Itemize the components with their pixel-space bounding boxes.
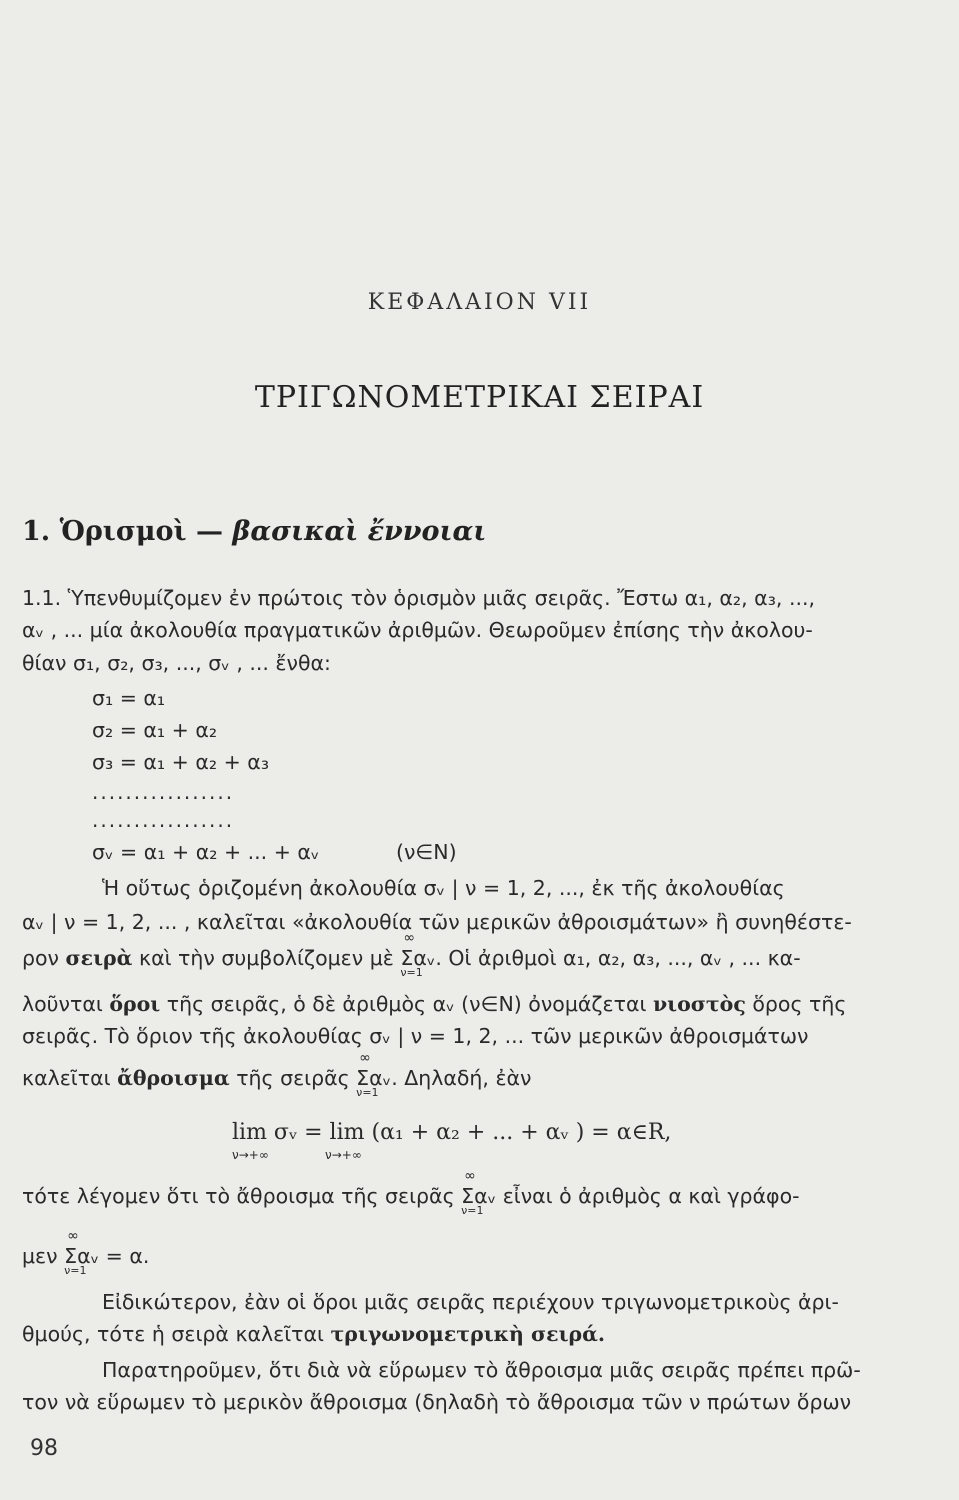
para3-line-1-a: τότε λέγομεν ὅτι τὸ ἄθροισμα τῆς σειρᾶς xyxy=(22,1184,455,1208)
para5-line-1: Παρατηροῦμεν, ὅτι διὰ νὰ εὕρωμεν τὸ ἄθροισμα μιᾶς σειρᾶς πρέπει πρῶ- xyxy=(102,1358,861,1382)
sum-lower-limit: ν=1 xyxy=(64,1264,87,1277)
sum-upper-limit: ∞ xyxy=(67,1228,79,1244)
sum-symbol xyxy=(400,930,423,979)
sum-symbol-2 xyxy=(356,1050,379,1099)
para3-line-2-b: = α. xyxy=(105,1244,150,1268)
term-seira-bold: σειρὰ xyxy=(65,946,133,970)
section-title-italic: βασικαὶ ἔννοιαι xyxy=(232,516,487,547)
text-line-3: θίαν σ₁, σ₂, σ₃, ..., σᵥ , ... ἔνθα: xyxy=(22,651,331,675)
equation-sigma-3: σ₃ = α₁ + α₂ + α₃ xyxy=(92,750,270,774)
dots-row-2: ................. xyxy=(92,808,235,832)
para2-line-6-b: τῆς σειρᾶς xyxy=(236,1066,350,1090)
section-number: 1. xyxy=(22,516,51,547)
text-line-2: αᵥ , ... μία ἀκολουθία πραγματικῶν ἀριθμῶν. Θεωροῦμεν ἐπίσης τὴν ἀκολου- xyxy=(22,618,813,642)
term-niostos-bold: νιοστὸς xyxy=(652,992,746,1016)
dots-row-1: ................. xyxy=(92,780,235,804)
sum-sign: Σ xyxy=(356,1066,370,1090)
para4-line-2-a: θμούς, τότε ἡ σειρὰ καλεῖται xyxy=(22,1322,324,1346)
para3-line-1 xyxy=(22,1168,800,1217)
sum-sign: Σ xyxy=(400,946,414,970)
sum-term: αᵥ xyxy=(369,1066,392,1090)
sum-lower-limit: ν=1 xyxy=(400,966,423,979)
para2-line-3-c: . Οἱ ἀριθμοὶ α₁, α₂, α₃, ..., αᵥ , ... κα- xyxy=(435,946,801,970)
sum-upper-limit: ∞ xyxy=(359,1050,371,1066)
sum-symbol-3 xyxy=(461,1168,484,1217)
para2-line-3 xyxy=(22,930,801,979)
para4-line-1: Εἰδικώτερον, ἐὰν οἱ ὅροι μιᾶς σειρᾶς περιέχουν τριγωνομετρικοὺς ἀρι- xyxy=(102,1290,839,1314)
para2-line-3-b: καὶ τὴν συμβολίζομεν μὲ xyxy=(138,946,394,970)
term-athroisma-bold: ἄθροισμα xyxy=(117,1066,230,1090)
para3-line-2-a: μεν xyxy=(22,1244,58,1268)
para5-line-2: τον νὰ εὕρωμεν τὸ μερικὸν ἄθροισμα (δηλαδὴ τὸ ἄθροισμα τῶν ν πρώτων ὅρων xyxy=(22,1390,852,1414)
para2-line-6-a: καλεῖται xyxy=(22,1066,111,1090)
sum-sign: Σ xyxy=(64,1244,78,1268)
section-heading xyxy=(22,516,486,547)
equation-condition: (ν∈N) xyxy=(395,840,457,864)
para2-line-4-a: λοῦνται xyxy=(22,992,103,1016)
section-title-upright: Ὁρισμοὶ — xyxy=(59,516,223,547)
sum-term: αᵥ xyxy=(413,946,436,970)
term-trig-series-bold: τριγωνομετρικὴ σειρά. xyxy=(330,1322,606,1346)
para2-line-6 xyxy=(22,1050,532,1099)
para2-line-4-b: τῆς σειρᾶς, ὁ δὲ ἀριθμὸς αᵥ (ν∈N) ὀνομάζεται xyxy=(166,992,647,1016)
text-line-1: 1.1. Ὑπενθυμίζομεν ἐν πρώτοις τὸν ὁρισμὸν μιᾶς σειρᾶς. Ἔστω α₁, α₂, α₃, ..., xyxy=(22,586,816,610)
equation-sigma-general xyxy=(92,840,457,864)
limit-subscript-1: ν→+∞ xyxy=(232,1148,269,1162)
sum-lower-limit: ν=1 xyxy=(356,1086,379,1099)
para3-line-1-b: εἶναι ὁ ἀριθμὸς α καὶ γράφο- xyxy=(502,1184,800,1208)
sum-sign: Σ xyxy=(461,1184,475,1208)
para2-line-4 xyxy=(22,992,846,1016)
sum-term: αᵥ xyxy=(474,1184,497,1208)
sum-upper-limit: ∞ xyxy=(464,1168,476,1184)
sum-term: αᵥ xyxy=(77,1244,100,1268)
sum-lower-limit: ν=1 xyxy=(461,1204,484,1217)
para2-line-3-a: ρον xyxy=(22,946,60,970)
chapter-title: ΤΡΙΓΩΝΟΜΕΤΡΙΚΑΙ ΣΕΙΡΑΙ xyxy=(254,380,705,415)
term-oroi-bold: ὅροι xyxy=(109,992,161,1016)
sum-symbol-4 xyxy=(64,1228,87,1277)
chapter-heading: ΚΕΦΑΛΑΙΟΝ VII xyxy=(367,290,592,315)
limit-equation: lim σᵥ = lim (α₁ + α₂ + ... + αᵥ ) = α∈R, xyxy=(232,1120,672,1145)
para2-line-2: αᵥ | ν = 1, 2, ... , καλεῖται «ἀκολουθία τῶν μερικῶν ἀθροισμάτων» ἢ συνηθέστε- xyxy=(22,910,852,934)
para4-line-2 xyxy=(22,1322,605,1346)
equation-sigma-2: σ₂ = α₁ + α₂ xyxy=(92,718,218,742)
para2-line-6-c: . Δηλαδή, ἐὰν xyxy=(391,1066,532,1090)
sum-upper-limit: ∞ xyxy=(403,930,416,946)
equation-sigma-general-expr: σᵥ = α₁ + α₂ + ... + αᵥ xyxy=(92,840,320,864)
para2-line-1: Ἡ οὕτως ὁριζομένη ἀκολουθία σᵥ | ν = 1, 2, ..., ἐκ τῆς ἀκολουθίας xyxy=(102,876,785,900)
equation-sigma-1: σ₁ = α₁ xyxy=(92,686,166,710)
limit-subscript-2: ν→+∞ xyxy=(325,1148,362,1162)
para3-line-2 xyxy=(22,1228,150,1277)
para2-line-4-c: ὅρος τῆς xyxy=(752,992,847,1016)
para2-line-5: σειρᾶς. Τὸ ὅριον τῆς ἀκολουθίας σᵥ | ν = 1, 2, ... τῶν μερικῶν ἀθροισμάτων xyxy=(22,1024,809,1048)
page-number: 98 xyxy=(30,1436,58,1461)
